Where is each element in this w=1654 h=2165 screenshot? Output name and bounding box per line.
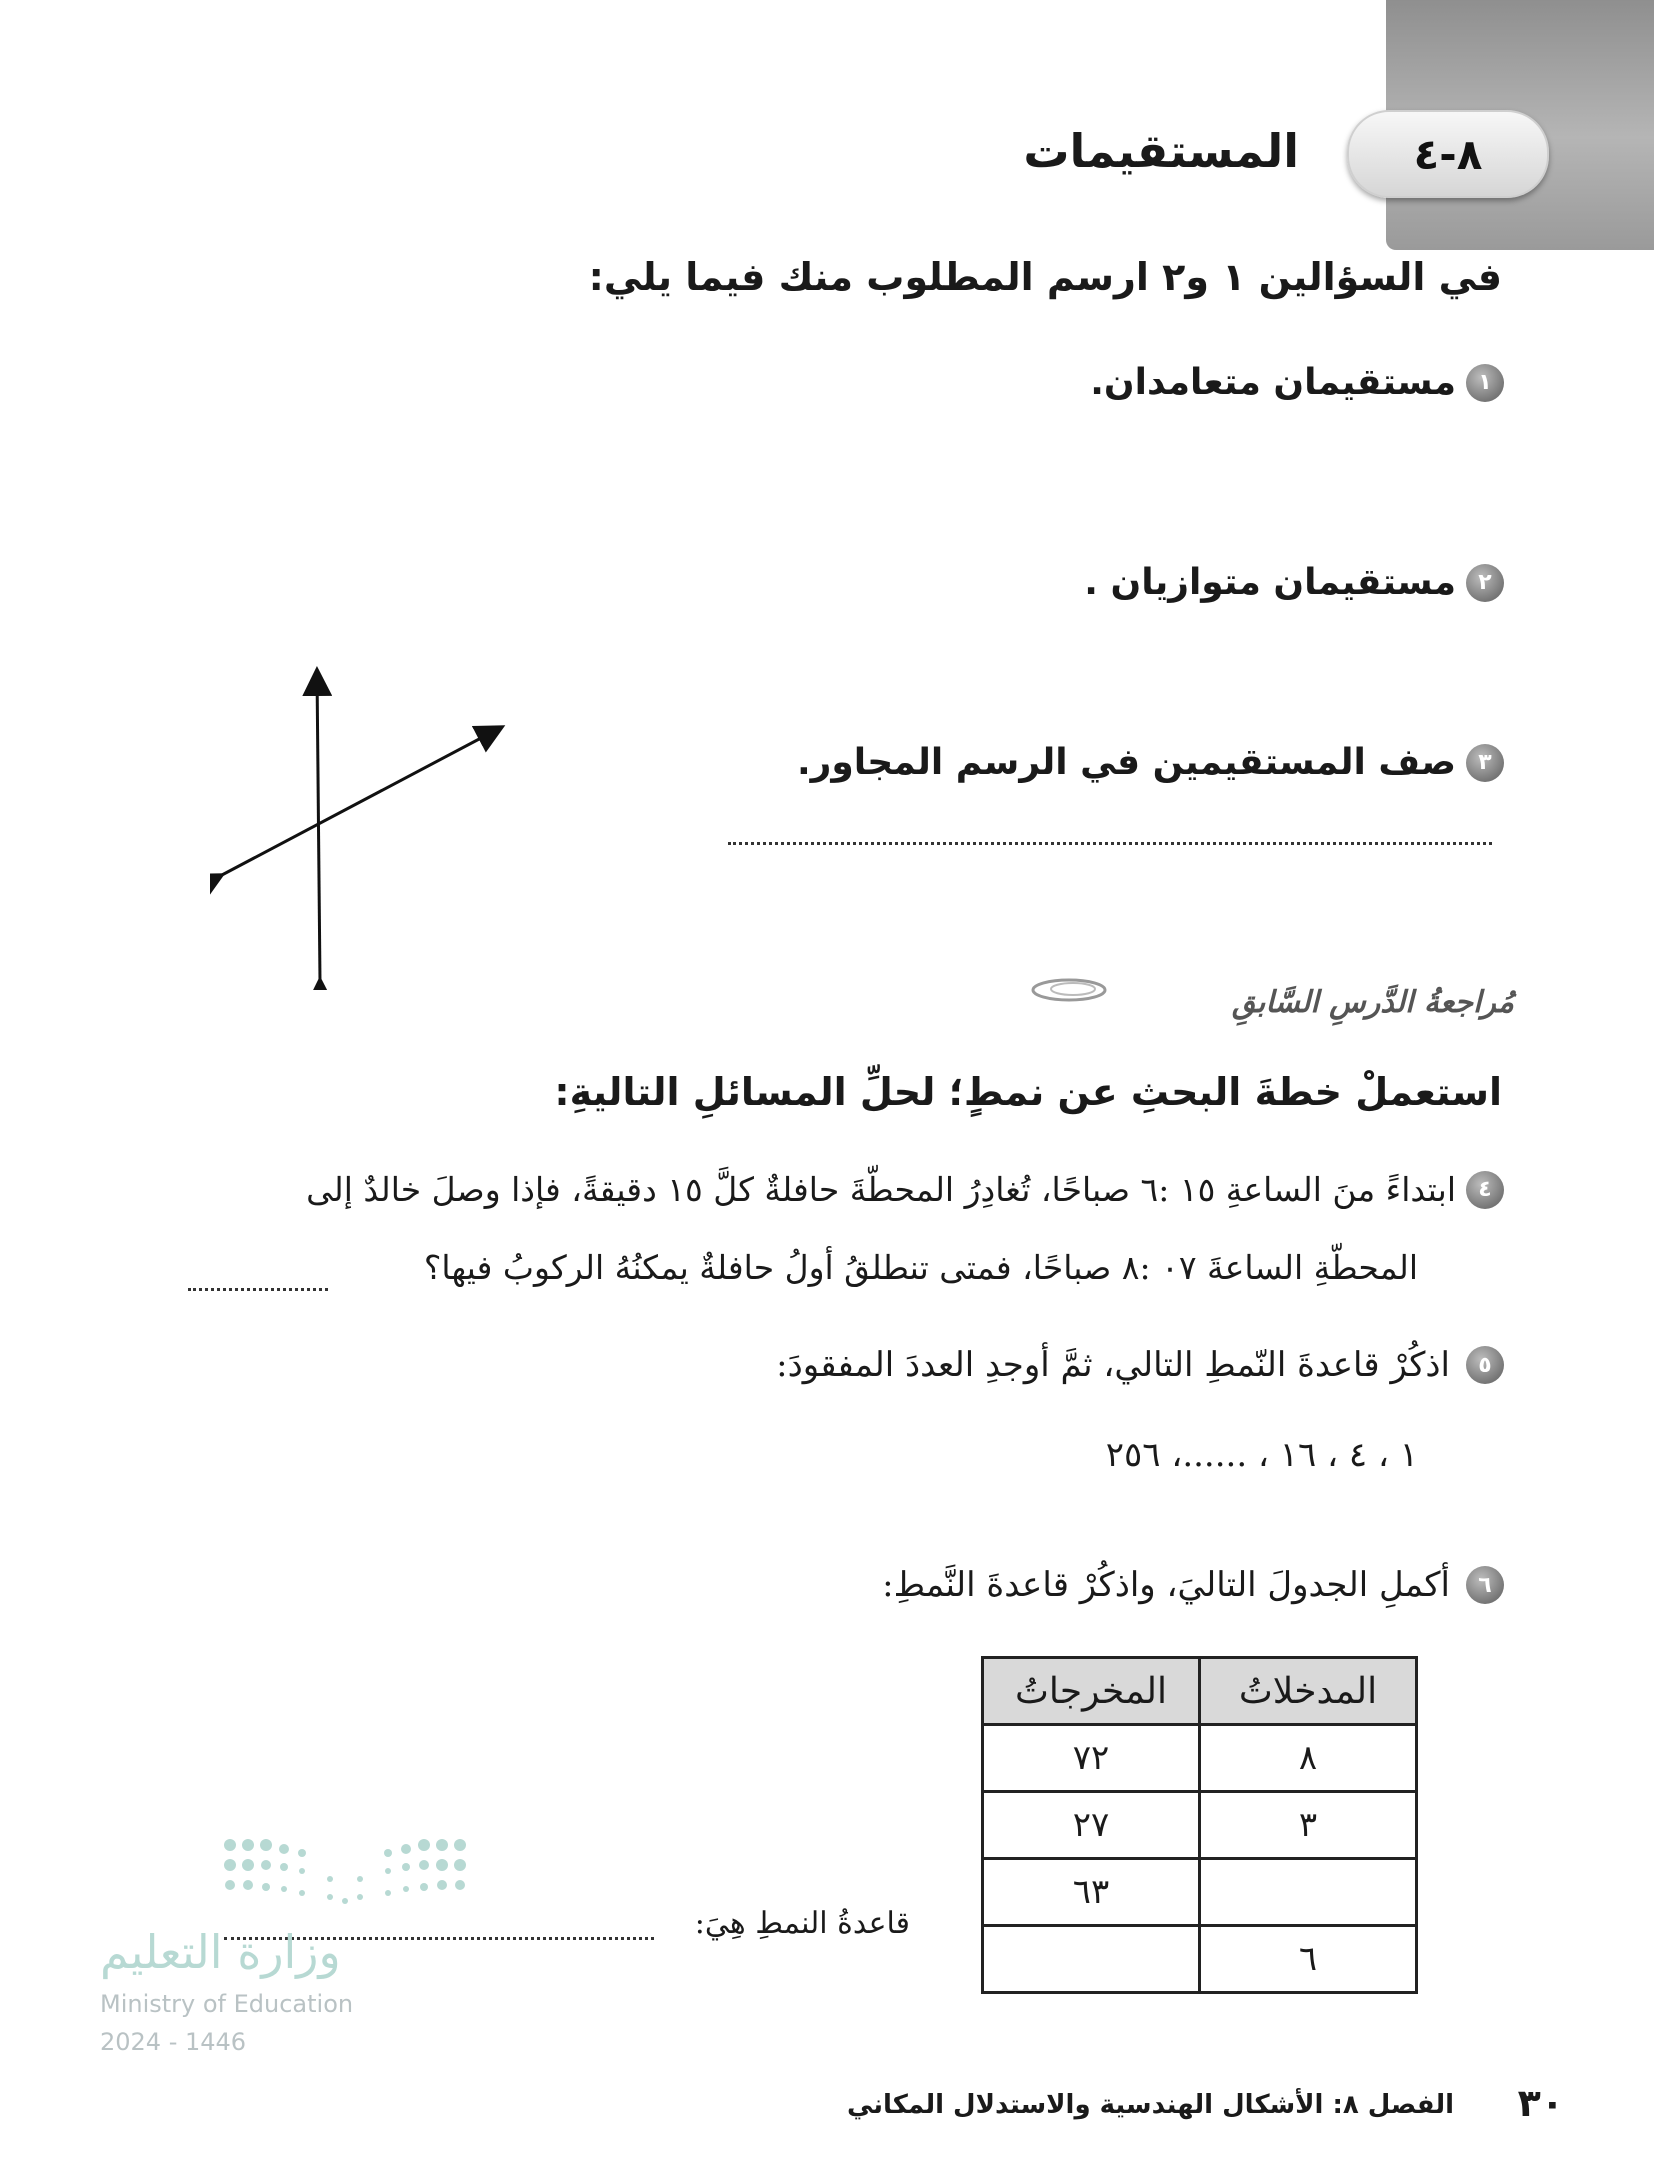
table-cell-blank[interactable] [1200,1859,1417,1926]
table-cell: ٢٧ [983,1792,1200,1859]
table-row [983,1792,1417,1859]
problem-6 [882,1565,1504,1605]
chapter-footer: الفصل ٨: الأشكال الهندسية والاستدلال المكاني [846,2090,1454,2120]
review-title: مُراجعةُ الدَّرسِ السَّابقِ [1231,985,1514,1020]
page-number: ٣٠ [1517,2081,1564,2125]
table-cell: ٣ [1200,1792,1417,1859]
problem-5 [776,1345,1504,1385]
header-outputs: المخرجاتُ [983,1658,1200,1725]
answer-dotted-line[interactable] [188,1288,328,1291]
lesson-number: ٨-٤ [1413,129,1483,179]
ministry-year: 2024 - 1446 [100,2028,247,2056]
problem-4 [306,1170,1504,1209]
table-header-row [983,1658,1417,1725]
question-3 [797,742,1504,783]
lesson-title: المستقيمات [1023,124,1299,178]
question-1 [1090,362,1504,403]
table-cell-blank[interactable] [983,1926,1200,1993]
intro-instruction: في السؤالين ١ و٢ ارسم المطلوب منك فيما يلي: [588,255,1502,299]
problem-text-line1: ابتداءً منَ الساعةِ ١٥ :٦ صباحًا، تُغادِرُ المحطّةَ حافلةٌ كلَّ ١٥ دقيقةً، فإذا وصلَ خالدٌ إلى [306,1170,1456,1209]
rule-label: قاعدةُ النمطِ هِيَ: [694,1906,910,1941]
problem-text-line2: المحطّةِ الساعةَ ٠٧ :٨ صباحًا، فمتى تنطلقُ أولُ حافلةٌ يمكنُهُ الركوبُ فيها؟ [423,1248,1418,1287]
header-inputs: المدخلاتُ [1200,1658,1417,1725]
problem-text-line1: أكملِ الجدولَ التاليَ، واذكُرْ قاعدةَ النَّمطِ: [882,1565,1450,1605]
table-cell: ٨ [1200,1725,1417,1792]
table-row [983,1859,1417,1926]
table-cell: ٦٣ [983,1859,1200,1926]
question-2 [1084,562,1504,603]
table-cell: ٦ [1200,1926,1417,1993]
question-number-badge: ٢ [1466,564,1504,602]
line-vertical [317,672,320,982]
swirl-icon [1029,975,1109,1005]
lesson-number-badge [1347,110,1549,198]
question-number-badge: ٦ [1466,1566,1504,1604]
intersecting-lines-figure [210,660,510,990]
question-number-badge: ٤ [1466,1171,1504,1209]
line-diagonal [220,728,500,876]
question-number-badge: ١ [1466,364,1504,402]
table-row [983,1926,1417,1993]
number-sequence: ١ ، ٤ ، ١٦ ، ......، ٢٥٦ [1105,1435,1418,1475]
problem-text-line1: اذكُرْ قاعدةَ النّمطِ التالي، ثمَّ أوجدِ العددَ المفقودَ: [776,1345,1450,1385]
ministry-name-english: Ministry of Education [100,1990,354,2018]
question-text: مستقيمان متوازيان . [1084,562,1456,603]
table-cell: ٧٢ [983,1725,1200,1792]
table-row [983,1725,1417,1792]
question-number-badge: ٥ [1466,1346,1504,1384]
answer-dotted-line[interactable] [728,842,1492,845]
input-output-table [981,1656,1418,1994]
question-text: مستقيمان متعامدان. [1090,362,1456,403]
ministry-name-arabic: وزارة التعليم [100,1925,341,1979]
question-number-badge: ٣ [1466,744,1504,782]
review-instruction: استعملْ خطةَ البحثِ عن نمطٍ؛ لحلِّ المسائلِ التاليةِ: [554,1070,1502,1114]
question-text: صف المستقيمين في الرسم المجاور. [796,742,1456,783]
ministry-logo-icon [100,1835,470,1915]
